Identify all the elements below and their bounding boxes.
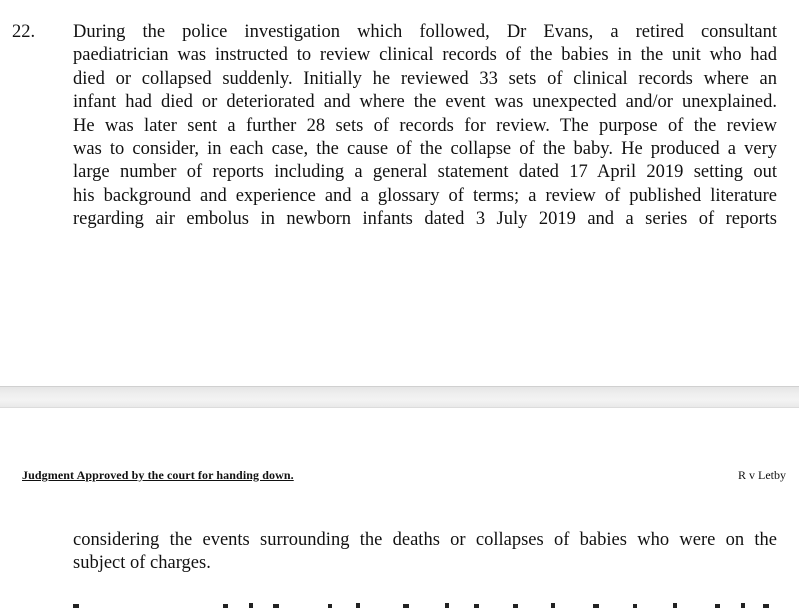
judgment-header: Judgment Approved by the court for handing down.	[22, 468, 294, 482]
paragraph-line: During the police investigation which followed, Dr Evans, a retired consultant	[73, 22, 777, 42]
cut-off-text-fragment	[73, 595, 777, 608]
case-name-header: R v Letby	[738, 468, 786, 482]
paragraph-line: He was later sent a further 28 sets of records for review. The purpose of the review	[73, 115, 777, 136]
page-break-divider	[0, 386, 799, 408]
cut-off-text-line	[73, 595, 777, 608]
paragraph-number: 22.	[12, 22, 36, 42]
paragraph-line: paediatrician was instructed to review clinical records of the babies in the unit who had	[73, 45, 777, 66]
page-two	[0, 408, 799, 600]
paragraph-line: regarding air embolus in newborn infants dated 3 July 2019 and a series of reports	[73, 209, 777, 230]
paragraph-line: large number of reports including a general statement dated 17 April 2019 setting out	[73, 162, 777, 183]
paragraph-line: died or collapsed suddenly. Initially he reviewed 33 sets of clinical records where an	[73, 68, 777, 89]
paragraph-line: considering the events surrounding the deaths or collapses of babies who were on the	[73, 530, 777, 550]
paragraph-line: his background and experience and a glossary of terms; a review of published literature	[73, 185, 777, 206]
paragraph-body	[73, 21, 777, 232]
paragraph-line: subject of charges.	[73, 553, 211, 574]
paragraph-line: infant had died or deteriorated and where the event was unexpected and/or unexplained.	[73, 92, 777, 113]
paragraph-line: was to consider, in each case, the cause of the collapse of the baby. He produced a very	[73, 139, 777, 160]
page-edge-top	[0, 386, 799, 387]
continued-paragraph	[73, 529, 777, 576]
